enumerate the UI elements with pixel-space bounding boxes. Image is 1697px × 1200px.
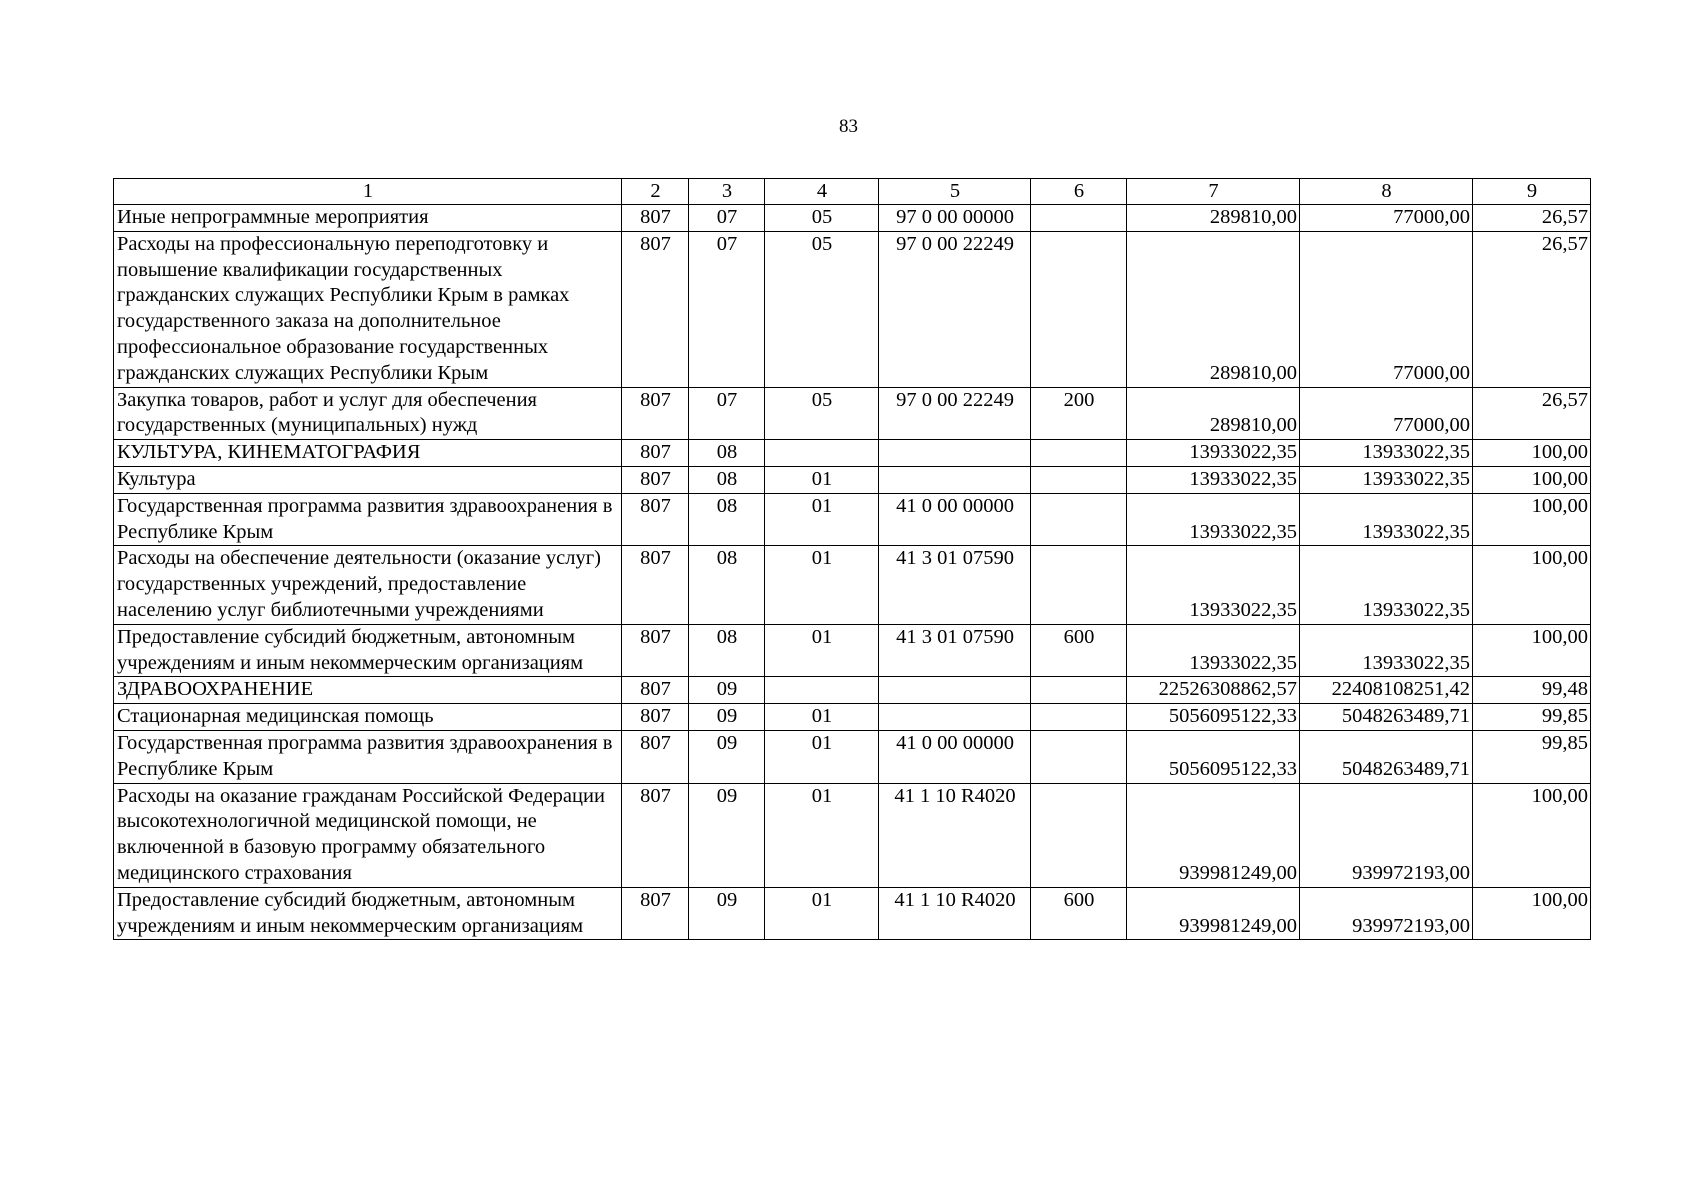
actual-amount-cell: 13933022,35 [1300,466,1473,493]
target-article-cell [879,440,1031,467]
row-name-cell: Расходы на обеспечение деятельности (оказание услуг) государственных учреждений, предоставление населению услуг библиотечными учреждениями [114,546,622,624]
subsection-cell: 01 [765,704,879,731]
budget-table [113,178,1591,940]
percent-cell: 99,85 [1473,704,1591,731]
planned-amount-cell: 5056095122,33 [1127,730,1300,783]
section-cell: 07 [689,205,765,232]
expense-type-cell [1031,231,1127,387]
table-row [114,887,1591,940]
actual-amount-cell: 13933022,35 [1300,624,1473,677]
expense-type-cell [1031,546,1127,624]
subsection-cell [765,677,879,704]
row-name-cell: Закупка товаров, работ и услуг для обеспечения государственных (муниципальных) нужд [114,387,622,440]
expense-type-cell: 600 [1031,624,1127,677]
percent-cell: 99,85 [1473,730,1591,783]
percent-cell: 100,00 [1473,440,1591,467]
planned-amount-cell: 289810,00 [1127,231,1300,387]
percent-cell: 26,57 [1473,231,1591,387]
target-article-cell: 97 0 00 22249 [879,231,1031,387]
expense-type-cell [1031,493,1127,546]
row-name-cell: Государственная программа развития здравоохранения в Республике Крым [114,493,622,546]
actual-amount-cell: 77000,00 [1300,387,1473,440]
header-cell: 4 [765,179,879,205]
table-row [114,387,1591,440]
target-article-cell: 41 3 01 07590 [879,624,1031,677]
code-cell: 807 [622,440,689,467]
code-cell: 807 [622,624,689,677]
actual-amount-cell: 22408108251,42 [1300,677,1473,704]
code-cell: 807 [622,205,689,232]
table-row [114,704,1591,731]
row-name-cell: Государственная программа развития здравоохранения в Республике Крым [114,730,622,783]
section-cell: 09 [689,783,765,887]
expense-type-cell [1031,730,1127,783]
target-article-cell [879,677,1031,704]
header-cell: 9 [1473,179,1591,205]
actual-amount-cell: 13933022,35 [1300,440,1473,467]
expense-type-cell: 200 [1031,387,1127,440]
header-cell: 2 [622,179,689,205]
target-article-cell: 97 0 00 00000 [879,205,1031,232]
planned-amount-cell: 13933022,35 [1127,546,1300,624]
row-name-cell: Расходы на оказание гражданам Российской Федерации высокотехнологичной медицинской помощи, не включенной в базовую программу обязательного медицинского страхования [114,783,622,887]
planned-amount-cell: 22526308862,57 [1127,677,1300,704]
row-name-cell: ЗДРАВООХРАНЕНИЕ [114,677,622,704]
actual-amount-cell: 13933022,35 [1300,493,1473,546]
header-cell: 8 [1300,179,1473,205]
section-cell: 08 [689,466,765,493]
percent-cell: 99,48 [1473,677,1591,704]
page-number: 83 [839,116,858,137]
expense-type-cell [1031,440,1127,467]
target-article-cell: 41 0 00 00000 [879,730,1031,783]
expense-type-cell [1031,704,1127,731]
subsection-cell: 01 [765,546,879,624]
expense-type-cell [1031,205,1127,232]
subsection-cell: 05 [765,387,879,440]
planned-amount-cell: 939981249,00 [1127,887,1300,940]
header-cell: 6 [1031,179,1127,205]
percent-cell: 100,00 [1473,493,1591,546]
section-cell: 08 [689,624,765,677]
planned-amount-cell: 13933022,35 [1127,624,1300,677]
table-row [114,624,1591,677]
row-name-cell: Культура [114,466,622,493]
planned-amount-cell: 289810,00 [1127,387,1300,440]
header-cell: 1 [114,179,622,205]
expense-type-cell [1031,466,1127,493]
planned-amount-cell: 289810,00 [1127,205,1300,232]
header-cell: 7 [1127,179,1300,205]
code-cell: 807 [622,546,689,624]
row-name-cell: КУЛЬТУРА, КИНЕМАТОГРАФИЯ [114,440,622,467]
actual-amount-cell: 77000,00 [1300,205,1473,232]
planned-amount-cell: 939981249,00 [1127,783,1300,887]
subsection-cell: 01 [765,493,879,546]
table-row [114,466,1591,493]
code-cell: 807 [622,677,689,704]
section-cell: 08 [689,440,765,467]
actual-amount-cell: 5048263489,71 [1300,730,1473,783]
table-row [114,440,1591,467]
actual-amount-cell: 939972193,00 [1300,783,1473,887]
subsection-cell: 01 [765,730,879,783]
section-cell: 07 [689,387,765,440]
header-row [114,179,1591,205]
header-cell: 3 [689,179,765,205]
section-cell: 09 [689,887,765,940]
code-cell: 807 [622,231,689,387]
row-name-cell: Иные непрограммные мероприятия [114,205,622,232]
percent-cell: 100,00 [1473,624,1591,677]
expense-type-cell: 600 [1031,887,1127,940]
subsection-cell: 01 [765,783,879,887]
percent-cell: 100,00 [1473,546,1591,624]
table-row [114,783,1591,887]
percent-cell: 100,00 [1473,783,1591,887]
target-article-cell: 97 0 00 22249 [879,387,1031,440]
actual-amount-cell: 939972193,00 [1300,887,1473,940]
expense-type-cell [1031,783,1127,887]
row-name-cell: Стационарная медицинская помощь [114,704,622,731]
planned-amount-cell: 13933022,35 [1127,466,1300,493]
target-article-cell: 41 1 10 R4020 [879,783,1031,887]
section-cell: 07 [689,231,765,387]
row-name-cell: Предоставление субсидий бюджетным, автономным учреждениям и иным некоммерческим организациям [114,887,622,940]
actual-amount-cell: 77000,00 [1300,231,1473,387]
target-article-cell: 41 0 00 00000 [879,493,1031,546]
code-cell: 807 [622,493,689,546]
table-row [114,205,1591,232]
section-cell: 08 [689,546,765,624]
code-cell: 807 [622,466,689,493]
subsection-cell [765,440,879,467]
section-cell: 09 [689,730,765,783]
table-row [114,677,1591,704]
subsection-cell: 05 [765,231,879,387]
row-name-cell: Расходы на профессиональную переподготовку и повышение квалификации государственных гражданских служащих Республики Крым в рамках государственного заказа на дополнительное профессиональное образование государственных гражданских служащих Республики Крым [114,231,622,387]
planned-amount-cell: 5056095122,33 [1127,704,1300,731]
code-cell: 807 [622,387,689,440]
table-row [114,231,1591,387]
percent-cell: 26,57 [1473,205,1591,232]
target-article-cell: 41 1 10 R4020 [879,887,1031,940]
header-cell: 5 [879,179,1031,205]
table-row [114,546,1591,624]
subsection-cell: 01 [765,466,879,493]
percent-cell: 100,00 [1473,466,1591,493]
target-article-cell: 41 3 01 07590 [879,546,1031,624]
target-article-cell [879,466,1031,493]
table-body [114,179,1591,940]
section-cell: 09 [689,704,765,731]
subsection-cell: 05 [765,205,879,232]
code-cell: 807 [622,730,689,783]
percent-cell: 26,57 [1473,387,1591,440]
planned-amount-cell: 13933022,35 [1127,493,1300,546]
subsection-cell: 01 [765,887,879,940]
percent-cell: 100,00 [1473,887,1591,940]
code-cell: 807 [622,783,689,887]
table-row [114,493,1591,546]
code-cell: 807 [622,887,689,940]
target-article-cell [879,704,1031,731]
actual-amount-cell: 13933022,35 [1300,546,1473,624]
section-cell: 08 [689,493,765,546]
expense-type-cell [1031,677,1127,704]
actual-amount-cell: 5048263489,71 [1300,704,1473,731]
subsection-cell: 01 [765,624,879,677]
code-cell: 807 [622,704,689,731]
planned-amount-cell: 13933022,35 [1127,440,1300,467]
row-name-cell: Предоставление субсидий бюджетным, автономным учреждениям и иным некоммерческим организациям [114,624,622,677]
table-row [114,730,1591,783]
section-cell: 09 [689,677,765,704]
